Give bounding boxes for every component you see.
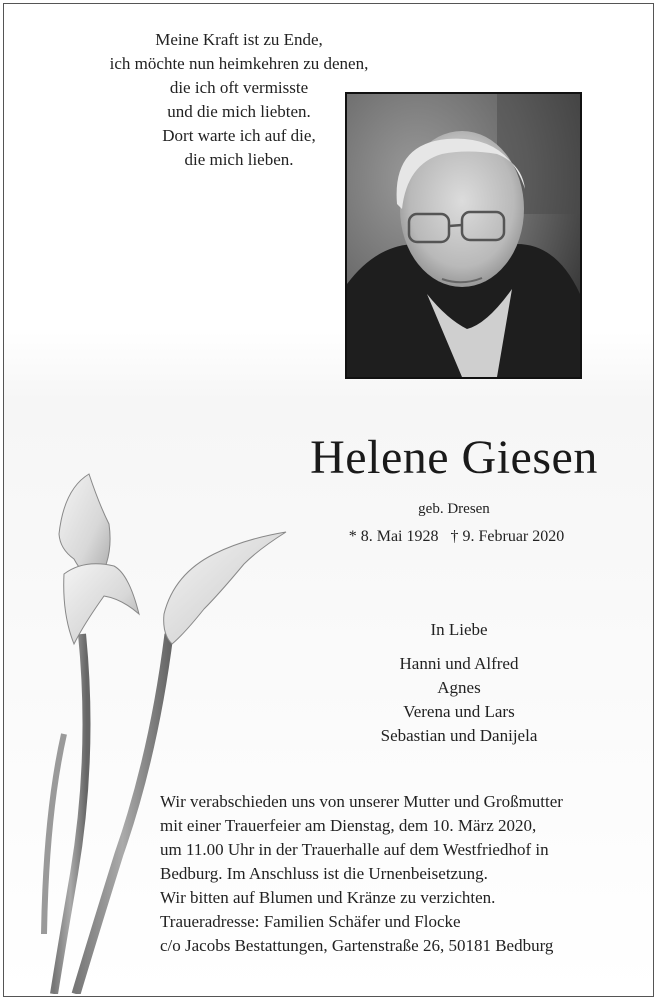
poem-line: und die mich liebten.: [167, 102, 311, 121]
mourner-name: Agnes: [437, 678, 481, 697]
poem-line: die ich oft vermisste: [169, 78, 309, 97]
announcement-line: Wir bitten auf Blumen und Kränze zu verzichten.: [160, 888, 496, 907]
life-dates: [334, 526, 579, 548]
announcement-line: um 11.00 Uhr in der Trauerhalle auf dem Westfriedhof in: [160, 840, 549, 859]
announcement-line: c/o Jacobs Bestattungen, Gartenstraße 26, 50181 Bedburg: [160, 936, 554, 955]
deceased-name: Helene Giesen: [310, 431, 598, 484]
maiden-name: geb. Dresen: [418, 501, 490, 517]
funeral-announcement: [160, 790, 630, 958]
announcement-line: Bedburg. Im Anschluss ist die Urnenbeisetzung.: [160, 864, 488, 883]
mourner-name: Verena und Lars: [403, 702, 515, 721]
birth-date: * 8. Mai 1928: [348, 528, 439, 545]
poem-line: die mich lieben.: [184, 150, 294, 169]
announcement-line: Wir verabschieden uns von unserer Mutter und Großmutter: [160, 792, 563, 811]
death-date: † 9. Februar 2020: [450, 528, 565, 545]
portrait-photo: [345, 92, 582, 379]
obituary-notice: [3, 3, 654, 997]
mourner-name: Sebastian und Danijela: [380, 726, 538, 745]
poem-line: Meine Kraft ist zu Ende,: [155, 30, 323, 49]
mourners-list: [334, 652, 584, 748]
poem-line: ich möchte nun heimkehren zu denen,: [109, 54, 369, 73]
mourners-heading: In Liebe: [430, 620, 488, 639]
mourner-name: Hanni und Alfred: [399, 654, 519, 673]
poem-line: Dort warte ich auf die,: [162, 126, 316, 145]
announcement-line: mit einer Trauerfeier am Dienstag, dem 10. März 2020,: [160, 816, 537, 835]
announcement-line: Traueradresse: Familien Schäfer und Flocke: [160, 912, 461, 931]
